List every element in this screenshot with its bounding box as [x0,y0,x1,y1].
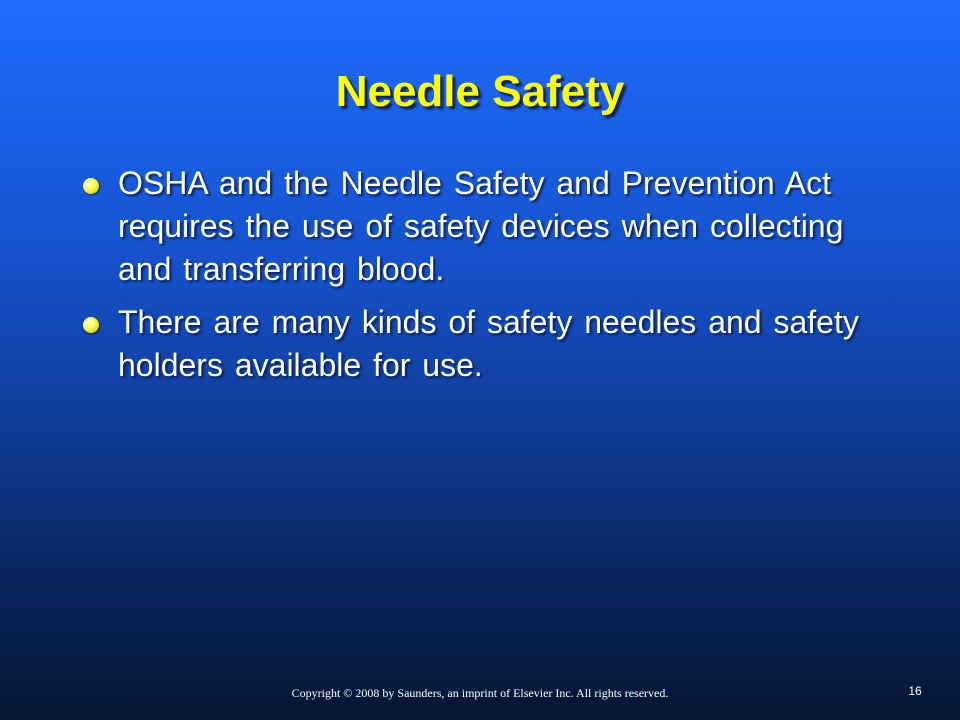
copyright-footer: Copyright © 2008 by Saunders, an imprint of Elsevier Inc. All rights reserved. [291,686,669,700]
bullet-list [80,162,900,397]
bullet-text: There are many kinds of safety needles and safety holders available for use. [118,304,859,383]
bullet-text: OSHA and the Needle Safety and Prevention Act requires the use of safety devices when collecting and transferring blood. [118,165,844,287]
bullet-dot-icon [83,178,99,194]
page-number: 16 [908,684,922,698]
bullet-item [80,301,900,387]
slide-title: Needle Safety [335,67,625,116]
bullet-dot-icon [83,317,99,333]
bullet-item [80,162,900,291]
